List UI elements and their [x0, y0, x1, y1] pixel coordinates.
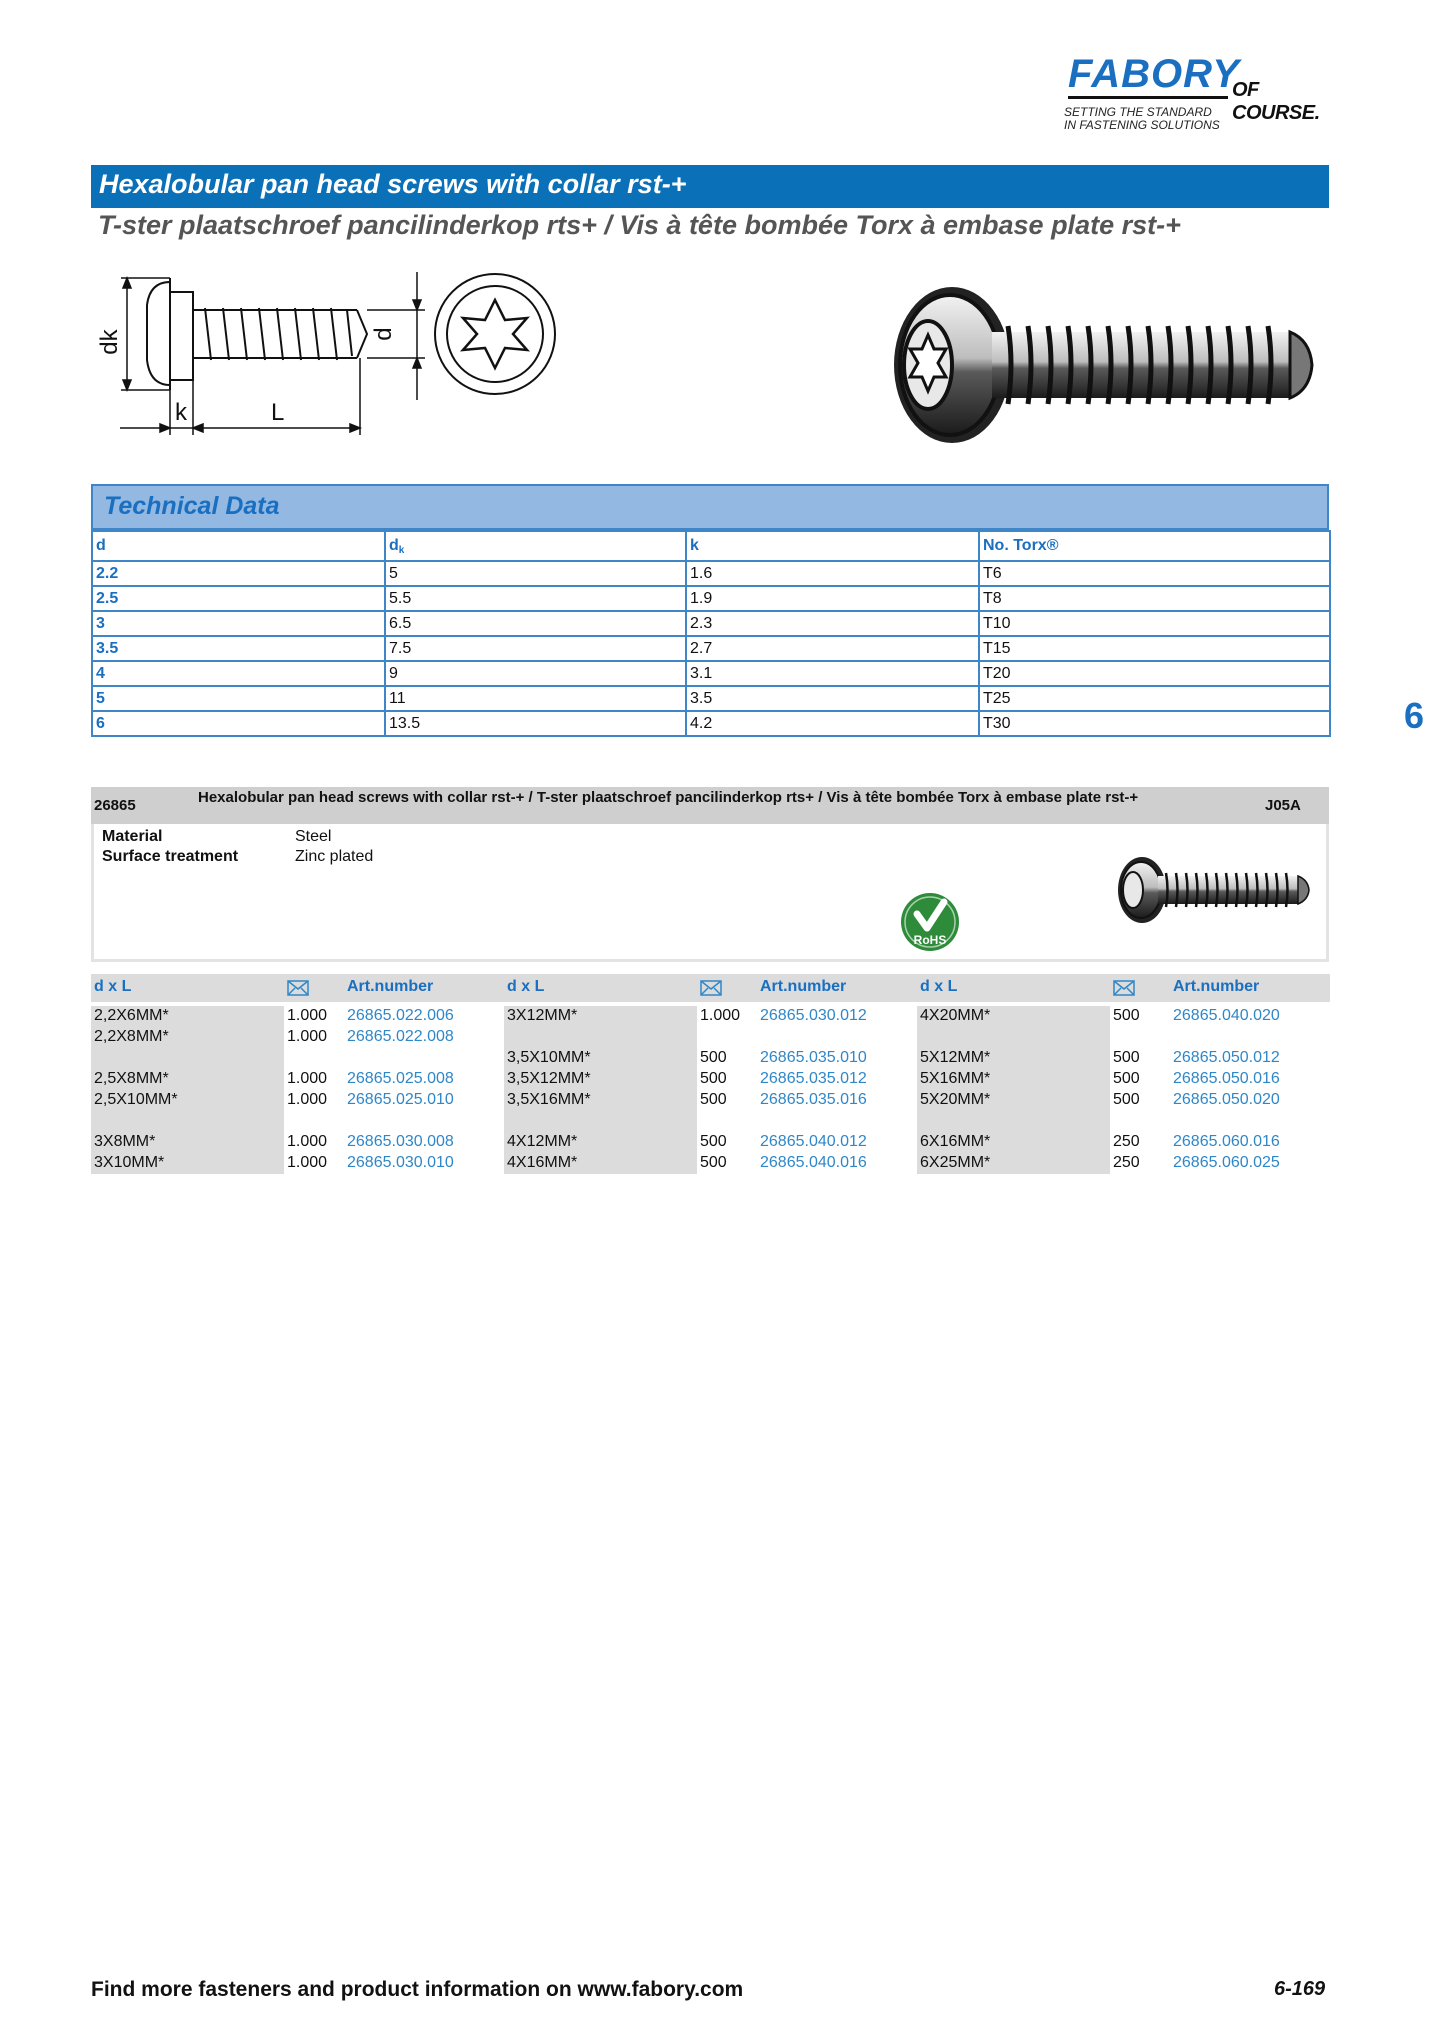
article-quantity: 500: [700, 1070, 727, 1087]
article-size: 3X8MM*: [91, 1132, 284, 1153]
article-quantity: 1.000: [287, 1028, 328, 1045]
col-header-dk: [385, 531, 686, 561]
article-size: [504, 1027, 697, 1048]
article-row-spacer: [91, 1111, 504, 1132]
article-quantity: 250: [1113, 1133, 1140, 1150]
article-size: 6X16MM*: [917, 1132, 1110, 1153]
logo-underline: [1068, 96, 1228, 99]
article-row: [504, 1132, 917, 1153]
article-row: [91, 1006, 504, 1027]
article-quantity: 500: [1113, 1091, 1140, 1108]
article-column-header: [504, 974, 917, 1002]
logo-tagline: [1064, 106, 1220, 132]
article-size: 3,5X16MM*: [504, 1090, 697, 1111]
article-size: [504, 1111, 697, 1132]
page-title: Hexalobular pan head screws with collar rst-+: [91, 165, 1329, 208]
cell-torx: T15: [979, 636, 1330, 661]
article-quantity: 500: [700, 1154, 727, 1171]
L-label: L: [271, 399, 285, 426]
article-number-link[interactable]: 26865.040.016: [760, 1154, 867, 1171]
rohs-label: RoHS: [913, 933, 947, 947]
article-row-spacer: [504, 1111, 917, 1132]
cell-k: 2.7: [686, 636, 979, 661]
screw-thumbnail: [1114, 854, 1314, 926]
article-row: [917, 1132, 1330, 1153]
envelope-icon: [700, 980, 722, 996]
article-row-spacer: [917, 1111, 1330, 1132]
article-column: [504, 974, 917, 1174]
article-size: 6X25MM*: [917, 1153, 1110, 1174]
screw-photo: [880, 280, 1320, 450]
article-size: 3,5X10MM*: [504, 1048, 697, 1069]
article-row: [91, 1069, 504, 1090]
article-number-link[interactable]: 26865.050.020: [1173, 1091, 1280, 1108]
article-number-link[interactable]: 26865.050.016: [1173, 1070, 1280, 1087]
technical-data-row: [92, 586, 1330, 611]
cell-k: 1.9: [686, 586, 979, 611]
logo-brand: FABORY: [1068, 52, 1240, 96]
article-number-link[interactable]: 26865.035.010: [760, 1049, 867, 1066]
size-header: d x L: [507, 978, 545, 995]
chapter-number: 6: [1404, 695, 1425, 736]
article-column-header: [917, 974, 1330, 1002]
col-header-torx: No. Torx®: [979, 531, 1330, 561]
article-size: 5X12MM*: [917, 1048, 1110, 1069]
product-code: J05A: [1265, 797, 1301, 814]
article-number-link[interactable]: 26865.030.010: [347, 1154, 454, 1171]
article-number-link[interactable]: 26865.040.012: [760, 1133, 867, 1150]
logo-tagline-line-1: SETTING THE STANDARD: [1064, 105, 1212, 119]
article-size: 5X20MM*: [917, 1090, 1110, 1111]
col-header-dk-main: d: [389, 536, 399, 554]
article-size: 4X12MM*: [504, 1132, 697, 1153]
article-quantity: 500: [700, 1049, 727, 1066]
screw-technical-drawing: [95, 260, 575, 440]
article-row: [917, 1006, 1330, 1027]
cell-torx: T8: [979, 586, 1330, 611]
technical-data-grid: [91, 530, 1331, 737]
article-row-spacer: [91, 1048, 504, 1069]
cell-torx: T6: [979, 561, 1330, 586]
col-header-k: k: [686, 531, 979, 561]
cell-dk: 13.5: [385, 711, 686, 736]
cell-d: 3.5: [92, 636, 385, 661]
article-quantity: 1.000: [287, 1154, 328, 1171]
cell-k: 4.2: [686, 711, 979, 736]
material-value: Steel: [295, 828, 332, 845]
article-number-link[interactable]: 26865.060.025: [1173, 1154, 1280, 1171]
cell-torx: T20: [979, 661, 1330, 686]
article-quantity: 500: [700, 1091, 727, 1108]
article-number-link[interactable]: 26865.025.008: [347, 1070, 454, 1087]
article-size: 5X16MM*: [917, 1069, 1110, 1090]
article-row: [91, 1132, 504, 1153]
art-number-header: Art.number: [760, 978, 847, 995]
technical-data-row: [92, 611, 1330, 636]
art-number-header: Art.number: [347, 978, 434, 995]
article-row: [504, 1069, 917, 1090]
cell-d: 2.5: [92, 586, 385, 611]
article-quantity: 1.000: [287, 1007, 328, 1024]
product-id: 26865: [94, 797, 136, 814]
article-size: 2,5X8MM*: [91, 1069, 284, 1090]
cell-k: 3.5: [686, 686, 979, 711]
article-row-spacer: [504, 1027, 917, 1048]
article-size: 3X10MM*: [91, 1153, 284, 1174]
article-column: [91, 974, 504, 1174]
article-size: 2,2X6MM*: [91, 1006, 284, 1027]
cell-d: 5: [92, 686, 385, 711]
cell-d: 3: [92, 611, 385, 636]
cell-dk: 5.5: [385, 586, 686, 611]
article-size: 4X16MM*: [504, 1153, 697, 1174]
k-label: k: [175, 399, 187, 426]
article-column-header: [91, 974, 504, 1002]
article-number-link[interactable]: 26865.030.008: [347, 1133, 454, 1150]
article-number-link[interactable]: 26865.035.016: [760, 1091, 867, 1108]
article-size: [917, 1111, 1110, 1132]
article-column: [917, 974, 1330, 1174]
article-size: 3,5X12MM*: [504, 1069, 697, 1090]
technical-data-row: [92, 711, 1330, 736]
article-quantity: 1.000: [287, 1133, 328, 1150]
size-header: d x L: [94, 978, 132, 995]
product-header: [91, 787, 1329, 824]
article-row: [504, 1048, 917, 1069]
article-row: [504, 1006, 917, 1027]
envelope-icon: [1113, 980, 1135, 996]
page-number: 6-169: [1274, 1978, 1326, 2000]
article-size: [91, 1048, 284, 1069]
article-quantity: 500: [1113, 1070, 1140, 1087]
cell-torx: T30: [979, 711, 1330, 736]
technical-data-row: [92, 636, 1330, 661]
article-number-link[interactable]: 26865.060.016: [1173, 1133, 1280, 1150]
article-number-link[interactable]: 26865.040.020: [1173, 1007, 1280, 1024]
cell-d: 6: [92, 711, 385, 736]
article-size: 4X20MM*: [917, 1006, 1110, 1027]
article-size: 2,2X8MM*: [91, 1027, 284, 1048]
cell-dk: 7.5: [385, 636, 686, 661]
page-subtitle: T-ster plaatschroef pancilinderkop rts+ / Vis à tête bombée Torx à embase plate rst-+: [98, 210, 1181, 240]
surface-treatment-value: Zinc plated: [295, 848, 374, 865]
article-quantity: 500: [700, 1133, 727, 1150]
cell-torx: T10: [979, 611, 1330, 636]
logo-slogan: OF COURSE.: [1232, 79, 1320, 124]
cell-torx: T25: [979, 686, 1330, 711]
technical-data-row: [92, 561, 1330, 586]
article-number-link[interactable]: 26865.022.008: [347, 1028, 454, 1045]
logo-tagline-line-2: IN FASTENING SOLUTIONS: [1064, 118, 1220, 132]
cell-k: 1.6: [686, 561, 979, 586]
article-quantity: 1.000: [700, 1007, 741, 1024]
article-size: 3X12MM*: [504, 1006, 697, 1027]
article-row: [91, 1090, 504, 1111]
product-description: Hexalobular pan head screws with collar rst-+ / T-ster plaatschroef pancilinderkop rts+ / Vis à tête bombée Torx à embase plate rst-+: [198, 789, 1139, 806]
article-row: [91, 1027, 504, 1048]
article-quantity: 250: [1113, 1154, 1140, 1171]
envelope-icon: [287, 980, 309, 996]
cell-dk: 5: [385, 561, 686, 586]
technical-data-heading: Technical Data: [91, 484, 1329, 530]
rohs-icon: [900, 892, 960, 952]
technical-data-header-row: [92, 531, 1330, 561]
fabory-logo: [1060, 52, 1350, 142]
article-size: 2,5X10MM*: [91, 1090, 284, 1111]
article-row-spacer: [917, 1027, 1330, 1048]
cell-k: 2.3: [686, 611, 979, 636]
article-row: [917, 1090, 1330, 1111]
article-size: [917, 1027, 1110, 1048]
material-label: Material: [102, 828, 163, 845]
article-number-link[interactable]: 26865.035.012: [760, 1070, 867, 1087]
technical-data-table: [91, 484, 1329, 737]
article-row: [917, 1069, 1330, 1090]
article-quantity: 1.000: [287, 1091, 328, 1108]
cell-dk: 6.5: [385, 611, 686, 636]
article-quantity: 1.000: [287, 1070, 328, 1087]
art-number-header: Art.number: [1173, 978, 1260, 995]
cell-d: 4: [92, 661, 385, 686]
article-row: [917, 1048, 1330, 1069]
article-row: [504, 1090, 917, 1111]
footer-text: Find more fasteners and product information on www.fabory.com: [91, 1978, 744, 2001]
surface-treatment-label: Surface treatment: [102, 848, 239, 865]
cell-d: 2.2: [92, 561, 385, 586]
article-row: [504, 1153, 917, 1174]
article-number-link[interactable]: 26865.050.012: [1173, 1049, 1280, 1066]
product-properties: [91, 824, 1329, 962]
cell-dk: 11: [385, 686, 686, 711]
article-row: [917, 1153, 1330, 1174]
col-header-d: d: [92, 531, 385, 561]
col-header-dk-sub: k: [398, 544, 405, 556]
technical-data-row: [92, 661, 1330, 686]
article-number-link[interactable]: 26865.030.012: [760, 1007, 867, 1024]
article-size: [91, 1111, 284, 1132]
dk-label: dk: [96, 329, 123, 355]
technical-data-row: [92, 686, 1330, 711]
article-number-link[interactable]: 26865.025.010: [347, 1091, 454, 1108]
cell-dk: 9: [385, 661, 686, 686]
article-quantity: 500: [1113, 1049, 1140, 1066]
size-header: d x L: [920, 978, 958, 995]
d-label: d: [370, 327, 397, 341]
article-row: [91, 1153, 504, 1174]
article-quantity: 500: [1113, 1007, 1140, 1024]
article-number-link[interactable]: 26865.022.006: [347, 1007, 454, 1024]
cell-k: 3.1: [686, 661, 979, 686]
